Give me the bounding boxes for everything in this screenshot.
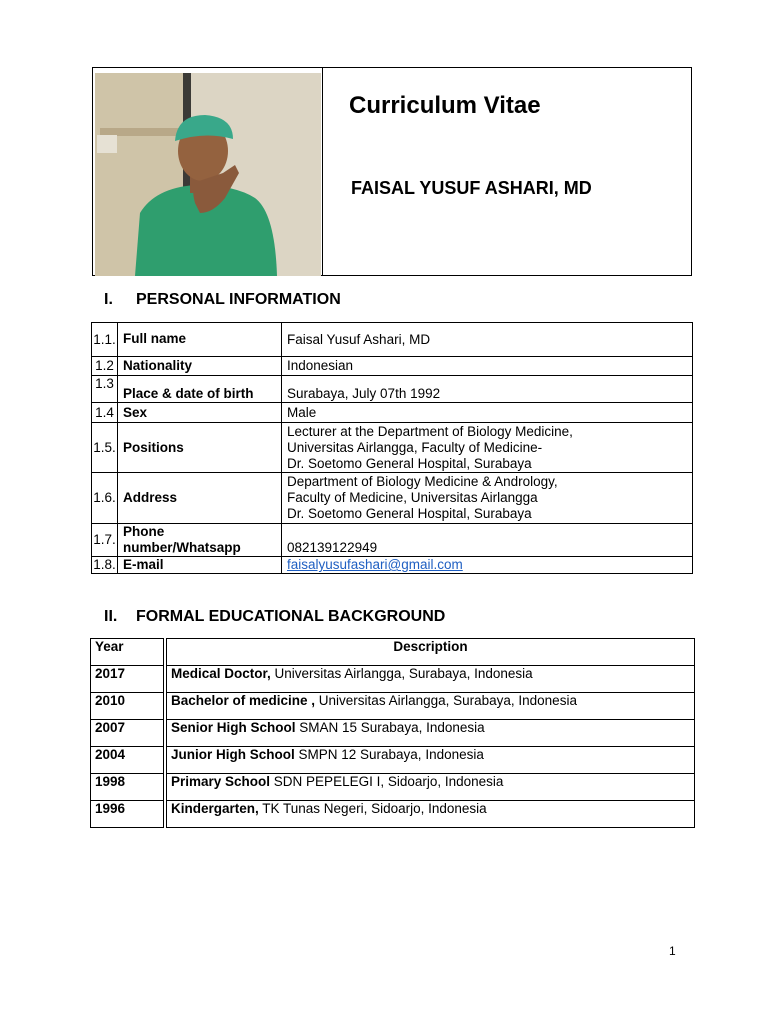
table-row [91,747,695,774]
row-value [282,557,693,574]
section-title: PERSONAL INFORMATION [136,291,341,308]
document-title: Curriculum Vitae [349,92,541,119]
row-value: 082139122949 [282,524,693,557]
value-line: Faculty of Medicine, Universitas Airlangga [287,490,538,505]
section-title: FORMAL EDUCATIONAL BACKGROUND [136,608,446,625]
personal-info-table [91,322,693,574]
education-description [165,747,695,774]
education-detail: SDN PEPELEGI I, Sidoarjo, Indonesia [270,774,504,789]
row-label: Phone number/Whatsapp [118,524,282,557]
row-label: Place & date of birth [118,376,282,403]
row-number: 1.3 [92,376,118,403]
row-number: 1.4 [92,403,118,423]
education-detail: Universitas Airlangga, Surabaya, Indonesia [270,666,533,681]
row-value: Surabaya, July 07th 1992 [282,376,693,403]
education-description [165,720,695,747]
table-row [92,357,693,376]
education-degree: Kindergarten, [171,801,259,816]
table-row [92,473,693,524]
education-table [90,638,695,828]
header-divider [322,67,323,276]
education-detail: SMAN 15 Surabaya, Indonesia [295,720,485,735]
table-row [91,774,695,801]
table-row [91,693,695,720]
education-year: 2004 [91,747,166,774]
row-value: Male [282,403,693,423]
education-degree: Senior High School [171,720,296,735]
section-number: I. [104,291,113,308]
section-number: II. [104,608,118,625]
education-description [165,666,695,693]
row-label: Full name [118,323,282,357]
row-number: 1.5. [92,423,118,473]
row-value: Faisal Yusuf Ashari, MD [282,323,693,357]
table-header-row [91,639,695,666]
education-detail: SMPN 12 Surabaya, Indonesia [294,747,484,762]
row-label: Sex [118,403,282,423]
education-year: 1996 [91,801,166,828]
table-row [92,323,693,357]
education-year: 2010 [91,693,166,720]
email-link[interactable]: faisalyusufashari@gmail.com [287,557,463,572]
row-value: Indonesian [282,357,693,376]
table-row [91,720,695,747]
portrait-illustration [95,73,321,276]
row-label: Nationality [118,357,282,376]
person-name: FAISAL YUSUF ASHARI, MD [351,178,592,198]
row-number: 1.2 [92,357,118,376]
row-label: Address [118,473,282,524]
education-description [165,774,695,801]
value-line: Department of Biology Medicine & Andrology, [287,474,558,489]
education-description [165,693,695,720]
row-number: 1.1. [92,323,118,357]
table-row [92,557,693,574]
education-detail: Universitas Airlangga, Surabaya, Indonesia [315,693,577,708]
education-degree: Bachelor of medicine , [171,693,316,708]
row-value [282,423,693,473]
row-value [282,473,693,524]
value-line: Universitas Airlangga, Faculty of Medicine- [287,439,543,455]
education-year: 2007 [91,720,166,747]
row-label: Positions [118,423,282,473]
profile-photo [95,73,321,276]
table-row [92,376,693,403]
column-header-description: Description [165,639,695,666]
row-number: 1.8. [93,557,116,572]
table-row [92,524,693,557]
value-line: Dr. Soetomo General Hospital, Surabaya [287,506,532,521]
education-degree: Medical Doctor, [171,666,271,681]
education-detail: TK Tunas Negeri, Sidoarjo, Indonesia [258,801,487,816]
row-number: 1.7. [92,524,118,557]
education-description [165,801,695,828]
page-number: 1 [669,944,676,958]
value-line: Lecturer at the Department of Biology Medicine, [287,423,573,439]
table-row [92,403,693,423]
education-year: 2017 [91,666,166,693]
table-row [92,423,693,473]
education-degree: Junior High School [171,747,295,762]
value-line: Dr. Soetomo General Hospital, Surabaya [287,455,532,471]
row-number: 1.6. [92,473,118,524]
column-header-year: Year [91,639,166,666]
table-row [91,801,695,828]
education-degree: Primary School [171,774,271,789]
table-row [91,666,695,693]
education-year: 1998 [91,774,166,801]
row-label: E-mail [118,557,282,574]
